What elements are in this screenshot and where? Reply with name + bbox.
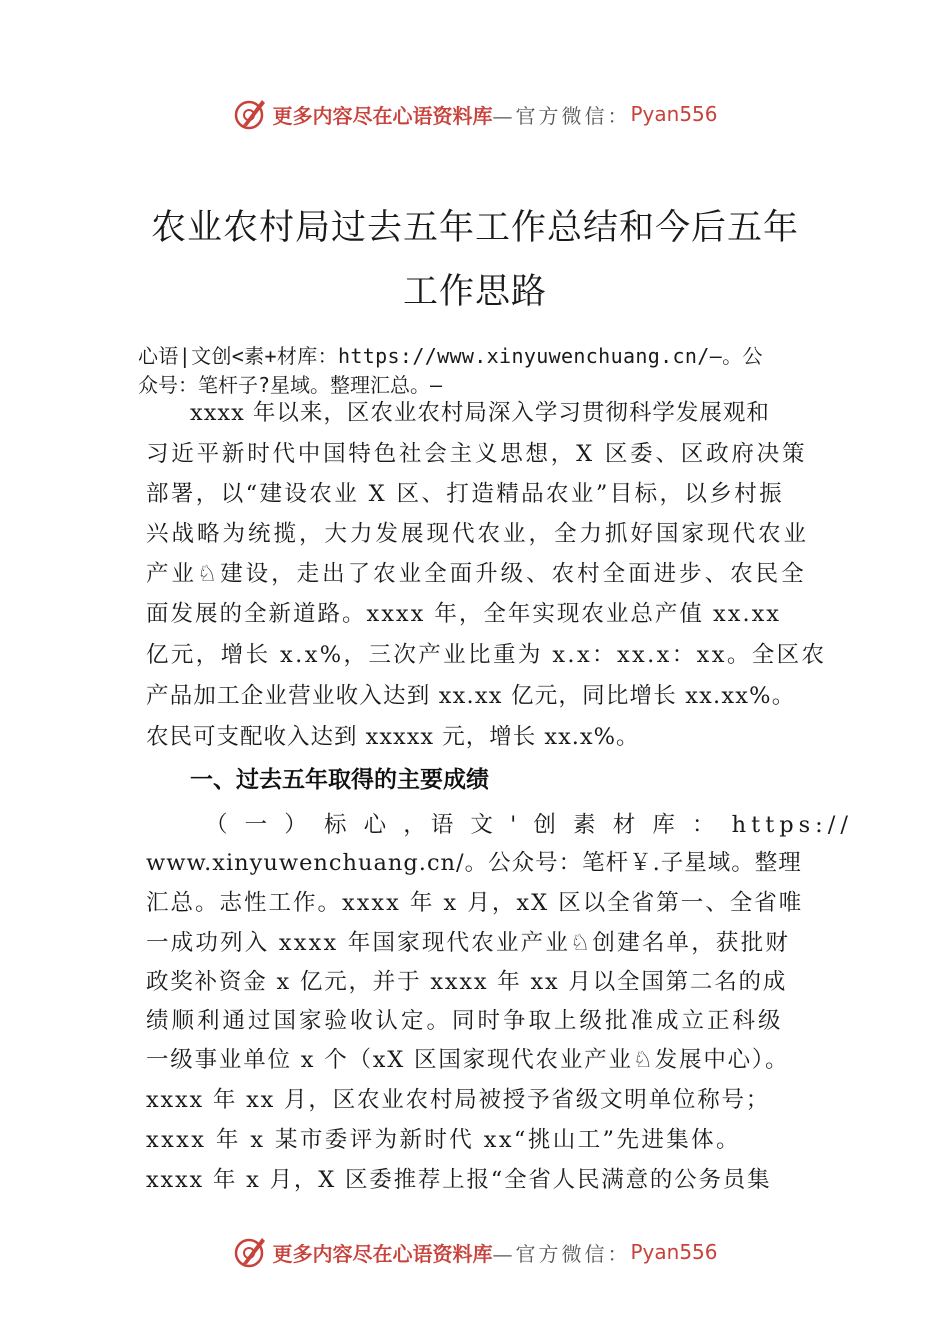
paragraph-line: 面发展的全新道路。xxxx 年，全年实现农业总产值 xx.xx bbox=[146, 601, 781, 627]
paragraph-line: 亿元，增长 x.x%，三次产业比重为 x.x：xx.x：xx。全区农 bbox=[146, 642, 827, 668]
paragraph-line: www.xinyuwenchuang.cn/。公众号：笔杆￥.子星域。整理 bbox=[146, 850, 802, 876]
pen-logo-icon bbox=[232, 1234, 268, 1270]
paragraph-line: xxxx 年 x 月，X 区委推荐上报“全省人民满意的公务员集 bbox=[146, 1167, 772, 1193]
paragraph-line: 产业♘建设，走出了农业全面升级、农村全面进步、农民全 bbox=[146, 561, 807, 587]
section-heading: 一、过去五年取得的主要成绩 bbox=[190, 767, 489, 793]
paragraph-line: xxxx 年 xx 月，区农业农村局被授予省级文明单位称号； bbox=[146, 1087, 771, 1113]
source-note-line: 众号：笔杆子?星域。整理汇总。— bbox=[138, 373, 443, 397]
paragraph-line: （ 一 ） 标 心 ，语 文 ' 创 素 材 库 ： https:// bbox=[205, 812, 853, 838]
banner-wechat-label: —官方微信： bbox=[492, 103, 631, 128]
paragraph-line: 兴战略为统揽，大力发展现代农业，全力抓好国家现代农业 bbox=[146, 521, 810, 547]
document-title-line-1: 农业农村局过去五年工作总结和今后五年 bbox=[150, 208, 799, 248]
paragraph-line: 一级事业单位 x 个（xX 区国家现代农业产业♘发展中心）。 bbox=[146, 1047, 790, 1073]
paragraph-line: 政奖补资金 x 亿元，并于 xxxx 年 xx 月以全国第二名的成 bbox=[146, 969, 788, 995]
paragraph-line: 习近平新时代中国特色社会主义思想，X 区委、区政府决策 bbox=[146, 441, 808, 467]
banner-library-text: 更多内容尽在心语资料库 bbox=[272, 1241, 493, 1266]
pen-logo-icon bbox=[232, 96, 268, 132]
banner-wechat-label: —官方微信： bbox=[492, 1241, 631, 1266]
paragraph-line: 农民可支配收入达到 xxxxx 元，增长 xx.x%。 bbox=[146, 724, 640, 750]
paragraph-line: 产品加工企业营业收入达到 xx.xx 亿元，同比增长 xx.xx%。 bbox=[146, 683, 796, 709]
header-banner bbox=[0, 94, 950, 134]
banner-wechat-id: Pyan556 bbox=[630, 1240, 718, 1264]
paragraph-line: 绩顺利通过国家验收认定。同时争取上级批准成立正科级 bbox=[146, 1008, 784, 1034]
paragraph-line: xxxx 年以来，区农业农村局深入学习贯彻科学发展观和 bbox=[190, 400, 770, 426]
paragraph-line: 一成功列入 xxxx 年国家现代农业产业♘创建名单，获批财 bbox=[146, 930, 791, 956]
paragraph-line: 部署，以“建设农业 X 区、打造精品农业”目标，以乡村振 bbox=[146, 481, 785, 507]
footer-banner bbox=[0, 1232, 950, 1272]
source-note-line: 心语|文创<素+材库：https://www.xinyuwenchuang.cn/—。公 bbox=[138, 344, 763, 368]
banner-library-text: 更多内容尽在心语资料库 bbox=[272, 103, 493, 128]
document-title-line-2: 工作思路 bbox=[402, 272, 547, 312]
paragraph-line: 汇总。志性工作。xxxx 年 x 月，xX 区以全省第一、全省唯 bbox=[146, 890, 804, 916]
banner-wechat-id: Pyan556 bbox=[630, 102, 718, 126]
paragraph-line: xxxx 年 x 某市委评为新时代 xx“挑山工”先进集体。 bbox=[146, 1127, 741, 1153]
